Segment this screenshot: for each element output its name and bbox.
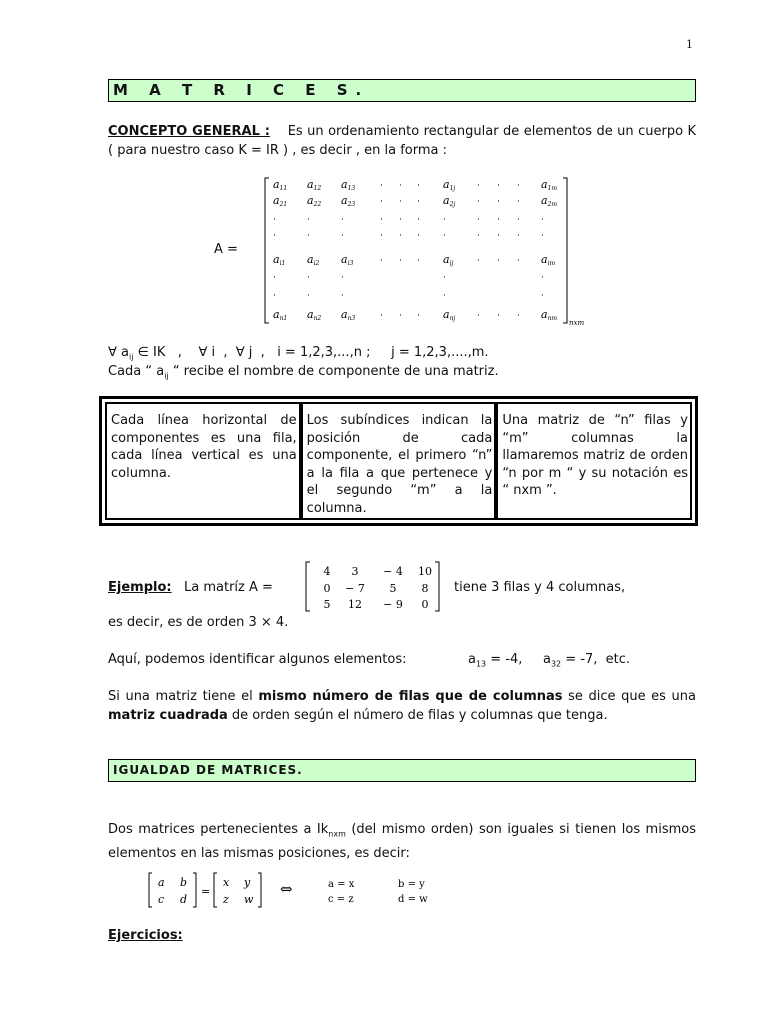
cell: d (180, 893, 188, 906)
matrix-cell: · (380, 256, 383, 266)
matrix-cell: · (443, 215, 446, 225)
matrix-cell: − 9 (383, 598, 403, 611)
matrix-cell: · (477, 197, 480, 207)
matrix-cell: a22 (307, 194, 322, 208)
cell: z (223, 893, 229, 906)
matrix-cell: a13 (341, 178, 356, 192)
matrix-cell: 5 (389, 582, 397, 595)
matrix-cell: · (541, 291, 544, 301)
matrix-cell: aim (541, 253, 556, 267)
matrix-cell: · (273, 215, 276, 225)
example-line: Ejemplo: La matríz A = (108, 580, 273, 595)
matrix-cell: · (341, 231, 344, 241)
matrix-cell: · (517, 197, 520, 207)
matrix-cell: · (307, 215, 310, 225)
matrix-cell: an1 (273, 308, 288, 322)
right-bracket (435, 562, 439, 611)
matrix-cell: · (417, 197, 420, 207)
matrix-cell: · (399, 256, 402, 266)
example-matrix (305, 560, 445, 614)
matrix-cell: a23 (341, 194, 356, 208)
concept-text: Es un ordenamiento rectangular de elementos de un cuerpo K ( para nuestro caso K = IR ) , es decir , en la forma : (108, 124, 697, 158)
cell: b (180, 876, 188, 889)
matrix-cell: a1m (541, 178, 558, 192)
matrix-cell: · (477, 231, 480, 241)
concept-paragraph (108, 122, 696, 160)
matrix-cell: · (517, 231, 520, 241)
matrix-cell: · (417, 215, 420, 225)
section-title-matrices: M A T R I C E S. (108, 79, 696, 102)
matrix-cell: 0 (323, 582, 331, 595)
matrix-cell: · (517, 256, 520, 266)
matrix-cell: · (477, 181, 480, 191)
element-a13: $a_{13} = -4$, (468, 652, 523, 669)
cond: a = x (328, 879, 355, 890)
quantifier-line: ∀ $a_{ij}$ ∈ IK , ∀ i , ∀ j , i = 1,2,3,...,n ; j = 1,2,3,....,m. (108, 345, 489, 362)
matrix-cell: · (497, 181, 500, 191)
matrix-cell: anj (443, 308, 456, 322)
matrix-cell: an2 (307, 308, 322, 322)
cond: c = z (328, 894, 354, 905)
definition-cell: Los subíndices indican la posición de cada componente, el primero “n” a la fila a que pertenece y el segundo “m” a la columna. (301, 402, 497, 520)
matrix-cell: aij (443, 253, 454, 267)
concept-label: CONCEPTO GENERAL : (108, 124, 270, 139)
matrix-cell: · (477, 311, 480, 321)
matrix-cell: · (380, 215, 383, 225)
element-a32: $a_{32} = -7$, etc. (543, 652, 631, 669)
matrix-cell: · (307, 273, 310, 283)
matrix-cell: · (517, 215, 520, 225)
cell: c (158, 893, 165, 906)
equality-paragraph: Dos matrices pertenecientes a $Ik_{nxm}$ (del mismo orden) son iguales si tienen los mismos elementos en las mismas posiciones, es decir: (108, 822, 697, 861)
matrix-cell: 10 (418, 565, 432, 578)
matrix-cell: · (380, 311, 383, 321)
definitions-box (99, 396, 698, 526)
matrix-cell: · (517, 311, 520, 321)
matrix-cell: · (497, 197, 500, 207)
cond: b = y (398, 879, 425, 890)
example-tail: tiene 3 filas y 4 columnas, (454, 580, 626, 595)
matrix-cell: · (341, 273, 344, 283)
page-number: 1 (686, 38, 693, 51)
matrix-cell: · (443, 291, 446, 301)
cell: x (223, 876, 230, 889)
matrix-cell: · (399, 215, 402, 225)
matrix-cell: · (417, 181, 420, 191)
matrix-cell: anm (541, 308, 558, 322)
matrix-cell: · (399, 311, 402, 321)
matrix-cell: a2m (541, 194, 558, 208)
matrix-cell: · (399, 197, 402, 207)
order-line: es decir, es de orden 3 × 4. (108, 615, 289, 630)
matrix-cell: a21 (273, 194, 288, 208)
matrix-order: nxm (569, 319, 585, 327)
matrix-cell: a12 (307, 178, 322, 192)
matrix-cell: · (341, 291, 344, 301)
matrix-cell: · (497, 215, 500, 225)
matrix-cell: · (380, 197, 383, 207)
square-matrix-paragraph: Si una matriz tiene el mismo número de filas que de columnas se dice que es una matriz cuadrada de orden según el número de filas y columnas que tenga. (108, 689, 696, 723)
matrix-cell: 3 (351, 565, 359, 578)
example-label: Ejemplo: (108, 580, 172, 595)
identify-line: Aquí, podemos identificar algunos elementos: (108, 652, 407, 667)
matrix-cell: · (273, 231, 276, 241)
matrix-cell: · (307, 291, 310, 301)
matrix-cell: ai2 (307, 253, 320, 267)
matrix-cell: 4 (323, 565, 331, 578)
matrix-cell: · (541, 215, 544, 225)
matrix-cell: · (341, 215, 344, 225)
cell: y (244, 876, 251, 889)
left-bracket (306, 562, 310, 611)
matrix-cell: · (497, 256, 500, 266)
general-matrix (255, 170, 605, 330)
cell: w (244, 893, 254, 906)
matrix-cell: 8 (421, 582, 429, 595)
matrix-cell: ai3 (341, 253, 354, 267)
matrix-cell: · (497, 311, 500, 321)
matrix-cell: · (477, 215, 480, 225)
matrix-cell: · (417, 231, 420, 241)
matrix-cell: · (380, 181, 383, 191)
matrix-cell: · (380, 231, 383, 241)
matrix-cell: · (399, 231, 402, 241)
matrix-cell: − 4 (383, 565, 403, 578)
matrix-cell: · (417, 311, 420, 321)
left-bracket (265, 178, 269, 323)
matrix-cell: · (541, 273, 544, 283)
matrix-cell: · (517, 181, 520, 191)
equality-example (148, 870, 448, 910)
matrix-cell: · (497, 231, 500, 241)
equals-sign: = (201, 885, 211, 898)
matrix-cell: a1j (443, 178, 456, 192)
matrix-cell: 12 (348, 598, 362, 611)
section-title-igualdad: IGUALDAD DE MATRICES. (108, 759, 696, 782)
component-definition: Cada “ $a_{ij}$ “ recibe el nombre de componente de una matriz. (108, 364, 499, 381)
matrix-cell: · (417, 256, 420, 266)
matrix-cell: · (541, 231, 544, 241)
cell: a (158, 876, 165, 889)
exercises-label: Ejercicios: (108, 928, 183, 943)
right-bracket (563, 178, 567, 323)
matrix-cell: · (399, 181, 402, 191)
matrix-cell: − 7 (345, 582, 365, 595)
matrix-cell: · (273, 291, 276, 301)
matrix-cell: a11 (273, 178, 288, 192)
cond: d = w (398, 894, 428, 905)
matrix-cell: · (477, 256, 480, 266)
matrix-cell: · (273, 273, 276, 283)
matrix-cell: 0 (421, 598, 429, 611)
matrix-cell: 5 (323, 598, 331, 611)
definition-cell: Una matriz de “n” filas y “m” columnas la llamaremos matriz de orden “n por m “ y su notación es “ nxm ”. (496, 402, 692, 520)
matrix-cell: an3 (341, 308, 356, 322)
iff-arrow: ⇔ (280, 880, 293, 898)
matrix-cell: a2j (443, 194, 456, 208)
matrix-cell: · (443, 231, 446, 241)
matrix-lhs: A = (214, 242, 238, 257)
matrix-cell: · (307, 231, 310, 241)
definition-cell: Cada línea horizontal de componentes es una fila, cada línea vertical es una columna. (105, 402, 301, 520)
matrix-cell: ai1 (273, 253, 286, 267)
matrix-cell: · (443, 273, 446, 283)
